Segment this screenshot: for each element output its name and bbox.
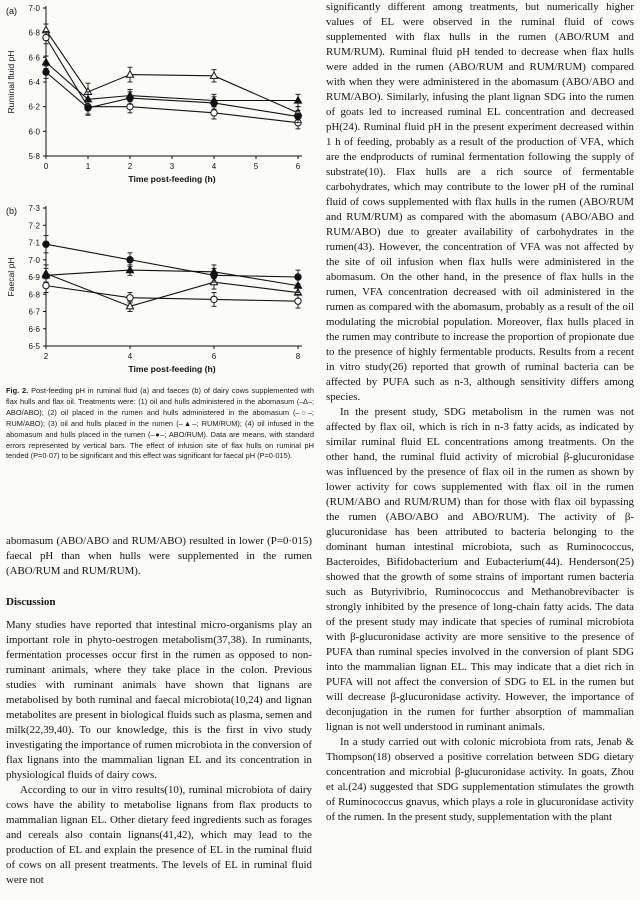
figure-2-svg bbox=[0, 0, 318, 385]
panel-b-series-line bbox=[46, 274, 298, 307]
panel-a-point bbox=[211, 100, 217, 106]
panel-b-y-tick-label: 6·7 bbox=[28, 307, 40, 317]
discussion-para-1: Many studies have reported that intestinal micro-organisms play an important role in phyto-oestrogen metabolism(37,38). In ruminants, fermentation processes occur first in the rumen as opposed to non-ruminant animals, where they take place in the colon. Previous studies with ruminant animals have shown that lignans are metabolised by both ruminal and faecal microbiota(10,24) and lignan metabolites are present in biological fluids such as plasma, semen and milk(22,39,40). To our knowledge, this is the first in vivo study investigating the importance of rumen microbiota in the conversion of flax lignans into the mammalian lignan EL and its concentration in physiological fluids of dairy cows. bbox=[6, 619, 312, 781]
panel-b-y-tick-label: 7·1 bbox=[28, 238, 40, 248]
figure-2 bbox=[0, 0, 318, 385]
panel-a-y-tick-label: 5·8 bbox=[28, 152, 40, 161]
panel-a-x-tick-label: 6 bbox=[295, 162, 301, 171]
panel-b-label: (b) bbox=[6, 206, 17, 216]
panel-a-point bbox=[210, 72, 217, 78]
panel-a-y-tick-label: 6·0 bbox=[28, 127, 40, 137]
panel-a-y-tick-label: 6·2 bbox=[28, 102, 40, 112]
caption-text: Post-feeding pH in ruminal fluid (a) and faeces (b) of dairy cows supplemented with flax hulls and flax oil. Treatments were: (1) oil and hulls administered in the abomasum (–∆–; ABO/ABO); (2) oil placed in the rumen and hulls administered in the abomasum (–○–; RUM/ABO); (3) oil and hulls placed in the rumen (–▲–; RUM/RUM); (4) oil infused in the abomasum and hulls placed in the rumen (–●–; ABO/RUM). Data are means, with standard errors represented by vertical bars. The effect of infusion site of flax hulls on ruminal pH tended (P=0·07) to be significant and this effect was significant for faecal pH (P=0·015). bbox=[6, 386, 314, 461]
panel-a-x-tick-label: 0 bbox=[43, 162, 49, 171]
panel-b-point bbox=[211, 272, 217, 278]
panel-a-point bbox=[85, 105, 91, 111]
panel-b-y-tick-label: 6·9 bbox=[28, 273, 40, 282]
panel-b-point bbox=[211, 296, 217, 302]
panel-b-point bbox=[127, 257, 133, 263]
panel-a-point bbox=[126, 71, 133, 77]
panel-b-y-tick-label: 7·2 bbox=[28, 221, 40, 231]
panel-a-point bbox=[43, 34, 49, 40]
continuation-text: abomasum (ABO/ABO and RUM/ABO) resulted in lower (P=0·015) faecal pH than when hulls were supplemented in the rumen (ABO/RUM and RUM/RUM). bbox=[6, 535, 312, 577]
panel-b-point bbox=[126, 266, 133, 272]
panel-b-point bbox=[43, 282, 49, 288]
panel-a-y-axis-title: Ruminal fluid pH bbox=[6, 50, 16, 114]
panel-a-point bbox=[43, 69, 49, 75]
panel-a-x-axis-title: Time post-feeding (h) bbox=[128, 174, 216, 184]
panel-a-x-tick-label: 1 bbox=[85, 162, 91, 171]
panel-a-point bbox=[127, 95, 133, 101]
panel-b-y-tick-label: 7·0 bbox=[28, 255, 40, 265]
panel-a-y-tick-label: 6·6 bbox=[28, 53, 40, 63]
panel-a-y-tick-label: 6·4 bbox=[28, 78, 40, 87]
panel-a-x-tick-label: 4 bbox=[211, 162, 217, 171]
panel-b-point bbox=[43, 241, 49, 247]
discussion-para-2: According to our in vitro results(10), ruminal microbiota of dairy cows have the ability to metabolise lignans from flax products to mammalian lignan EL. Other dietary feed ingredients such as forages and cereals also contain lignans(41,42), which may lead to the production of EL and explain the presence of EL in the ruminal fluid of cows on all present treatments. The levels of EL in ruminal fluid were not bbox=[6, 784, 312, 886]
panel-a-point bbox=[294, 97, 301, 103]
continuation-paragraph bbox=[6, 534, 312, 579]
panel-b-y-tick-label: 7·3 bbox=[28, 204, 40, 213]
right-body bbox=[326, 0, 634, 825]
panel-b-y-axis-title: Faecal pH bbox=[6, 257, 16, 297]
panel-a-x-tick-label: 5 bbox=[253, 162, 259, 171]
panel-b-x-tick-label: 2 bbox=[43, 352, 49, 361]
right-para-1: significantly different among treatments, but numerically higher values of EL were observed in the ruminal fluid of cows supplemented with flax hulls in the rumen (ABO/RUM and RUM/RUM). Ruminal fluid pH tended to decrease when flax hulls were added in the rumen (ABO/RUM and RUM/RUM) compared with when they were administered in the abomasum (ABO/ABO and RUM/ABO). Similarly, infusing the plant lignan SDG into the rumen of goats led to increased ruminal EL concentration and decreased pH(24). Ruminal fluid pH in the present experiment decreased within 1 h of feeding, probably as a result of the production of VFA, which are the endproducts of ruminal fermentation following the supply of substrate(10). Flax hulls are a rich source of fermentable carbohydrates, which may contribute to the lower pH of the ruminal fluid of cows supplemented with flax hulls in the rumen (ABO/RUM and RUM/RUM) as compared with the abomasum (ABO/ABO and RUM/ABO) due to greater availability of carbohydrates in the rumen(43). However, the concentration of VFA was not affected by the site of oil infusion when flax hulls were administered in the abomasum. On the other hand, in the presence of flax hulls in the rumen, VFA concentration decreased with oil administered in the rumen as compared with the abomasum, probably as a result of the oil modulating the microbial population. Moreover, flax hulls placed in the rumen may contribute to increase the proportion of propionate due to the presence of highly fermentable products. Results from a recent in vitro study(26) reported that growth of ruminal bacteria can be affected by PUFA such as n-3, although sensitivity differs among species. bbox=[326, 1, 634, 403]
right-para-3: In a study carried out with colonic microbiota from rats, Jenab & Thompson(18) observed a positive correlation between SDG dietary concentration and microbial β-glucuronidase activity. In goats, Zhou et al.(24) suggested that SDG supplementation stimulates the growth of Ruminococcus gnavus, which plays a role in glucuronidase activity of the rumen. In the present study, supplementation with the plant bbox=[326, 736, 634, 823]
panel-b-y-tick-label: 6·8 bbox=[28, 290, 40, 300]
panel-b-point bbox=[295, 298, 301, 304]
panel-b-point bbox=[127, 295, 133, 301]
panel-b-x-axis-title: Time post-feeding (h) bbox=[128, 364, 216, 374]
panel-b-y-tick-label: 6·5 bbox=[28, 342, 40, 351]
panel-b-x-tick-label: 8 bbox=[295, 352, 301, 361]
right-para-2: In the present study, SDG metabolism in the rumen was not affected by flax oil, which is rich in n-3 fatty acids, as indicated by similar ruminal fluid EL concentrations among treatments. On the other hand, the ruminal fluid activity of microbial β-glucuronidase was influenced by the presence of flax oil in the rumen as shown by lower activity for cows supplemented with flax oil in the rumen (RUM/ABO and RUM/RUM) than for those with flax oil bypassing the rumen (ABO/ABO and ABO/RUM). The activity of β-glucuronidase has been attributed to bacteria belonging to the dominant human intestinal microbiota, such as Ruminococcus, Bacteroides, Bifidobacterium and Eubacterium(44). Henderson(25) showed that the growth of some strains of important rumen bacteria such as Butyrivibrio, Ruminococcus and Methanobrevibacter is strongly inhibited by the presence of long-chain fatty acids. The data of the present study may indicate that species of ruminal microbiota with β-glucuronidase activity are more sensitive to the presence of PUFA than ruminal species involved in the conversion of plant SDG into the mammalian lignan EL. This may indicate that a diet rich in PUFA will not affect the conversion of SDG to EL in the rumen but will decrease β-glucuronidase activity. However, the importance of deconjugation in the rumen for further absorption of mammalian lignan is not well understood in ruminant animals. bbox=[326, 406, 634, 733]
caption-label: Fig. 2. bbox=[6, 386, 29, 395]
discussion-body bbox=[6, 618, 312, 888]
panel-a-point bbox=[295, 113, 301, 119]
panel-a-y-tick-label: 7·0 bbox=[28, 4, 40, 13]
panel-a-label: (a) bbox=[6, 6, 17, 16]
panel-a-point bbox=[42, 58, 49, 64]
panel-b-series-line bbox=[46, 244, 298, 277]
panel-a-x-tick-label: 2 bbox=[127, 162, 133, 171]
figure-caption bbox=[6, 386, 314, 462]
panel-b-x-tick-label: 6 bbox=[211, 352, 217, 361]
section-heading: Discussion bbox=[6, 596, 56, 608]
panel-b-y-tick-label: 6·6 bbox=[28, 324, 40, 334]
panel-b-x-tick-label: 4 bbox=[127, 352, 133, 361]
panel-a-y-tick-label: 6·8 bbox=[28, 28, 40, 38]
panel-a-point bbox=[211, 110, 217, 116]
panel-b-series-line bbox=[46, 270, 298, 286]
panel-a-x-tick-label: 3 bbox=[169, 162, 175, 171]
panel-b-point bbox=[295, 274, 301, 280]
